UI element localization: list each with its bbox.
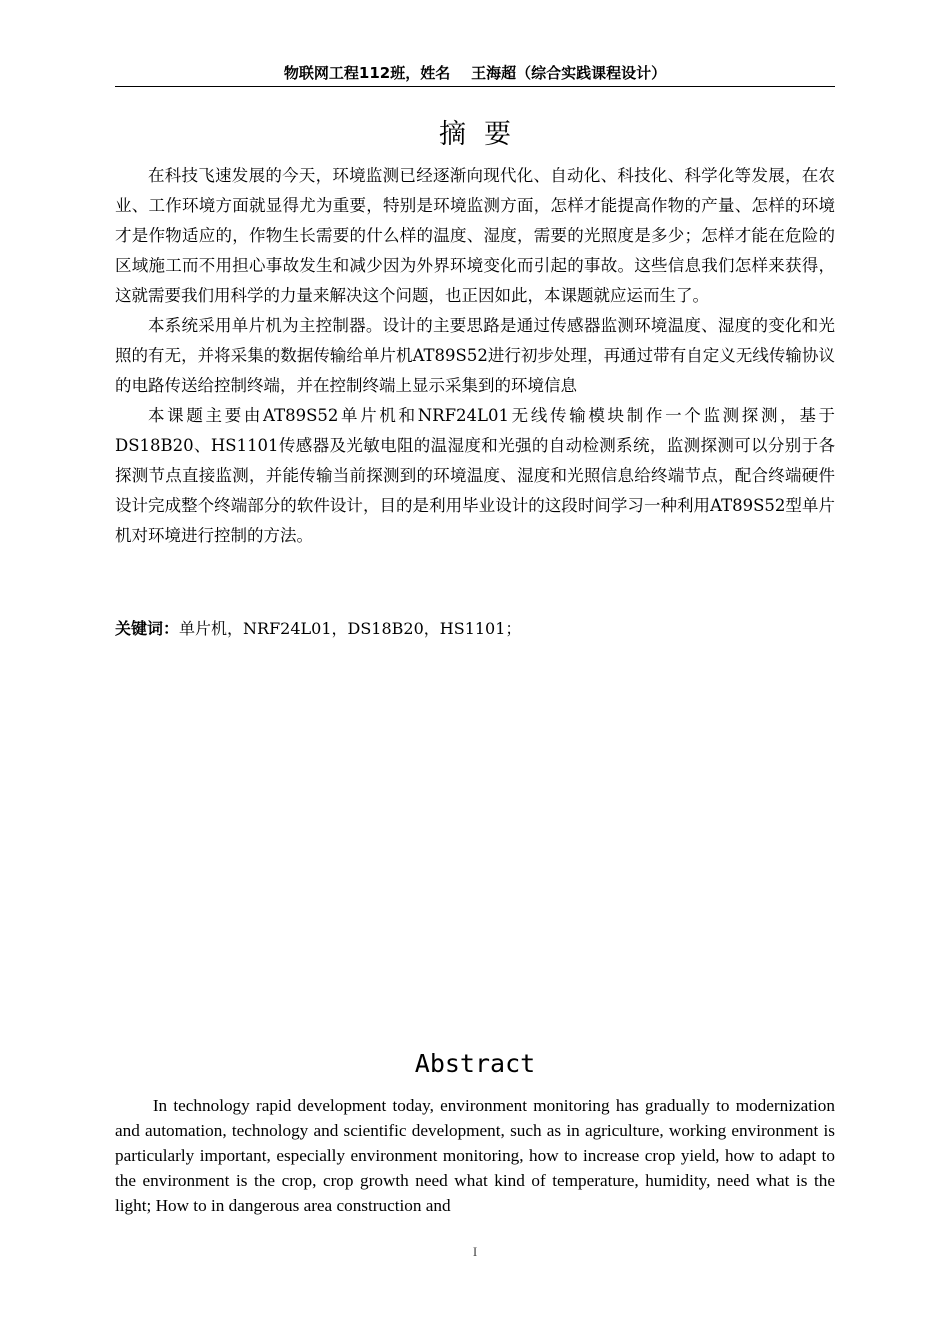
abstract-cn-paragraph: 本课题主要由AT89S52单片机和NRF24L01无线传输模块制作一个监测探测，基于DS18B20、HS1101传感器及光敏电阻的温湿度和光强的自动检测系统，监测探测可以分别于各探测节点直接监测，并能传输当前探测到的环境温度、湿度和光照信息给终端节点，配合终端硬件设计完成整个终端部分的软件设计，目的是利用毕业设计的这段时间学习一种利用AT89S52型单片机对环境进行控制的方法。 [115,406,835,545]
abstract-en-paragraph: In technology rapid development today, environment monitoring has gradually to modernization and automation, technology and scientific development, such as in agriculture, working environment is particularly important, especially environment monitoring, how to increase crop yield, how to adapt to the environment is the crop, crop growth need what kind of temperature, humidity, need what is the light; How to in dangerous area construction and [115,1096,835,1215]
header-rule [115,86,835,87]
keywords-value: 单片机，NRF24L01，DS18B20，HS1101； [179,619,522,638]
page-header: 物联网工程112班，姓名 王海超（综合实践课程设计） [283,64,667,82]
abstract-cn-paragraph: 本系统采用单片机为主控制器。设计的主要思路是通过传感器监测环境温度、湿度的变化和光照的有无，并将采集的数据传输给单片机AT89S52进行初步处理，再通过带有自定义无线传输协议的电路传送给控制终端，并在控制终端上显示采集到的环境信息 [115,316,835,395]
abstract-cn-paragraph: 在科技飞速发展的今天，环境监测已经逐渐向现代化、自动化、科技化、科学化等发展，在农业、工作环境方面就显得尤为重要，特别是环境监测方面，怎样才能提高作物的产量、怎样的环境才是作物适应的，作物生长需要的什么样的温度、湿度，需要的光照度是多少；怎样才能在危险的区域施工而不用担心事故发生和减少因为外界环境变化而引起的事故。这些信息我们怎样来获得，这就需要我们用科学的力量来解决这个问题，也正因如此，本课题就应运而生了。 [115,166,835,305]
abstract-cn-title: 摘要 [439,119,529,150]
abstract-en-title: Abstract [414,1049,536,1078]
keywords-label: 关键词： [115,619,180,638]
abstract-en-body [115,1093,835,1218]
keywords-line [115,615,835,643]
abstract-cn-body [115,161,835,551]
page-number: I [472,1244,478,1259]
